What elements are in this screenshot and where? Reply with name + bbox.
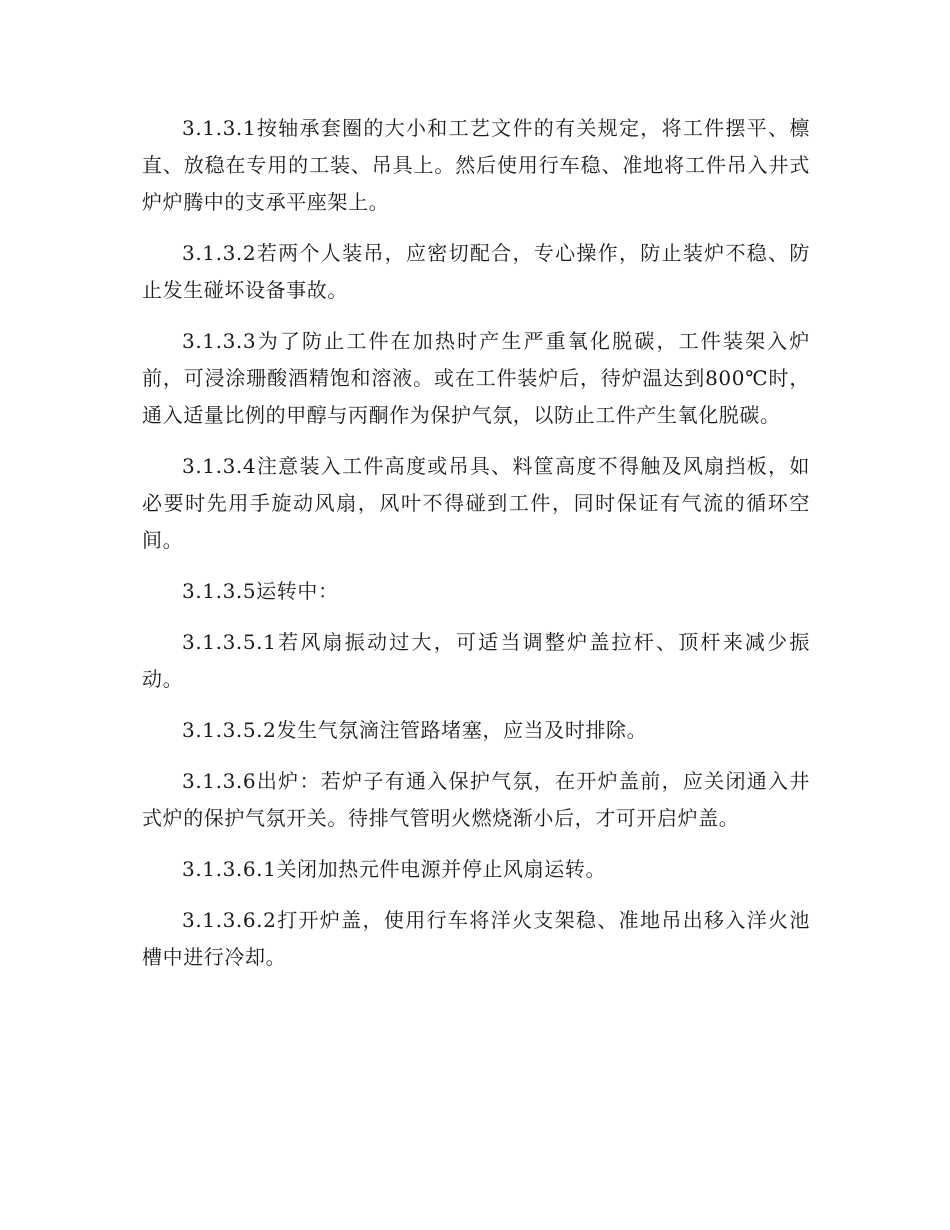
paragraph-3-1-3-1: 3.1.3.1按轴承套圈的大小和工艺文件的有关规定，将工件摆平、檩直、放稳在专用的工装、吊具上。然后使用行车稳、准地将工件吊入井式炉炉腾中的支承平座架上。 bbox=[142, 116, 810, 214]
paragraph-3-1-3-6: 3.1.3.6出炉：若炉子有通入保护气氛，在开炉盖前，应关闭通入井式炉的保护气氛开关。待排气管明火燃烧渐小后，才可开启炉盖。 bbox=[142, 769, 810, 830]
paragraph-3-1-3-5: 3.1.3.5运转中： bbox=[182, 579, 339, 603]
document-body bbox=[142, 110, 810, 990]
paragraph-3-1-3-2: 3.1.3.2若两个人装吊，应密切配合，专心操作，防止装炉不稳、防止发生碰坏设备事故。 bbox=[142, 241, 810, 302]
paragraph-3-1-3-6-1: 3.1.3.6.1关闭加热元件电源并停止风扇运转。 bbox=[182, 857, 607, 881]
paragraph-3-1-3-4: 3.1.3.4注意装入工件高度或吊具、料筐高度不得触及风扇挡板，如必要时先用手旋动风扇，风叶不得碰到工件，同时保证有气流的循环空间。 bbox=[142, 454, 810, 552]
paragraph-3-1-3-3: 3.1.3.3为了防止工件在加热时产生严重氧化脱碳，工件装架入炉前，可浸涂珊酸酒精饱和溶液。或在工件装炉后，待炉温达到800℃时，通入适量比例的甲醇与丙酮作为保护气氛，以防止工件产生氧化脱碳。 bbox=[142, 329, 810, 427]
paragraph-3-1-3-5-1: 3.1.3.5.1若风扇振动过大，可适当调整炉盖拉杆、顶杆来减少振动。 bbox=[142, 630, 810, 691]
paragraph-3-1-3-5-2: 3.1.3.5.2发生气氛滴注管路堵塞，应当及时排除。 bbox=[182, 718, 648, 742]
paragraph-3-1-3-6-2: 3.1.3.6.2打开炉盖，使用行车将洋火支架稳、准地吊出移入洋火池槽中进行冷却。 bbox=[142, 908, 810, 969]
